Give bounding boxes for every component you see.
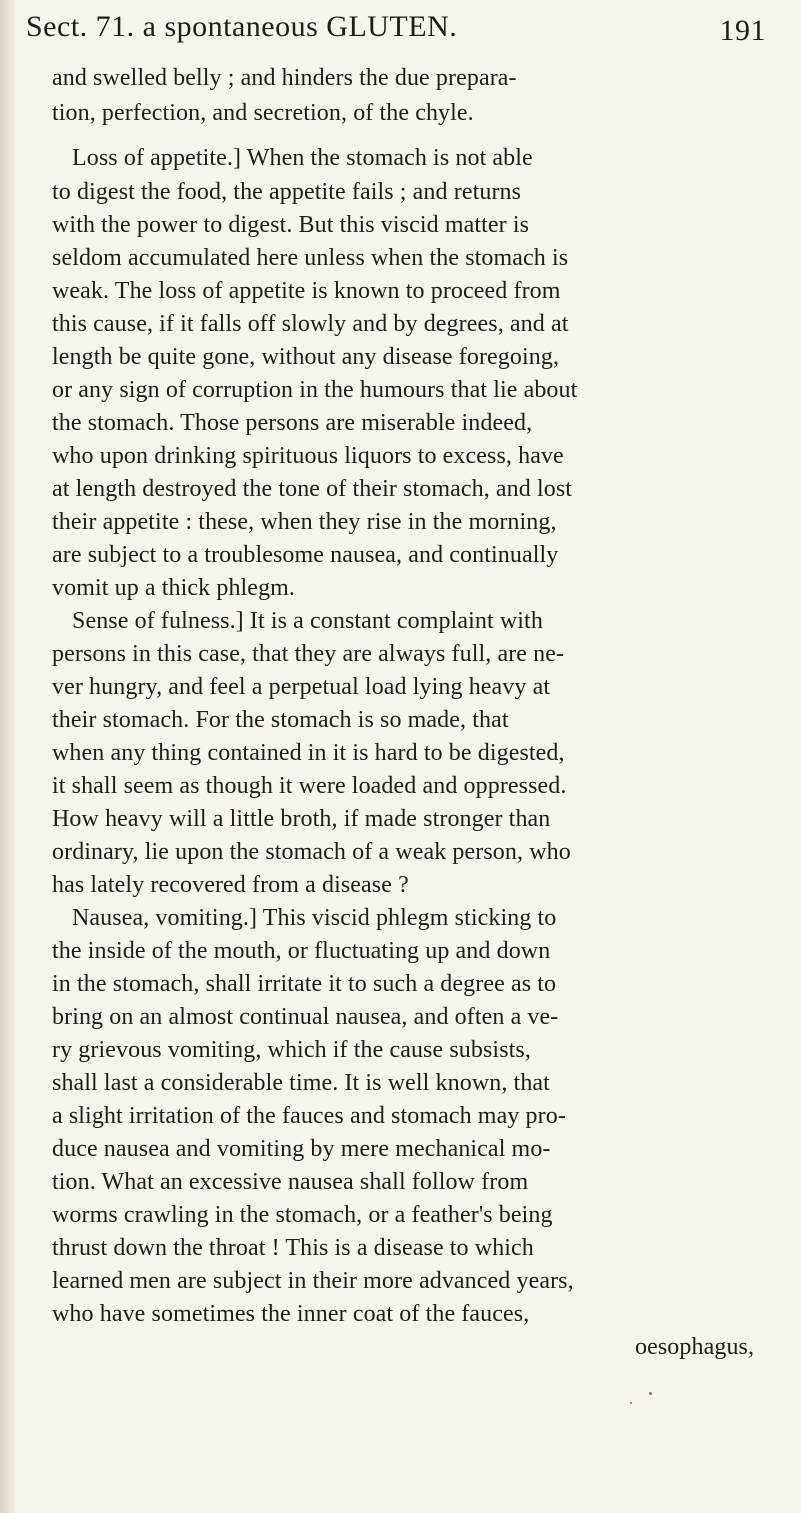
text-line: the stomach. Those persons are miserable indeed,	[52, 410, 533, 436]
text-line: ver hungry, and feel a perpetual load lying heavy at	[52, 674, 551, 700]
scan-speck	[630, 1402, 632, 1404]
text-line: tion. What an excessive nausea shall follow from	[52, 1169, 529, 1195]
text-line: length be quite gone, without any disease foregoing,	[52, 344, 560, 370]
paragraph-start-line: Loss of appetite.] When the stomach is not able	[72, 145, 533, 171]
text-line: worms crawling in the stomach, or a feather's being	[52, 1202, 553, 1228]
text-line: or any sign of corruption in the humours that lie about	[52, 377, 578, 403]
catchword-line: oesophagus,	[635, 1334, 755, 1360]
paragraph-start-line: Nausea, vomiting.] This viscid phlegm sticking to	[72, 905, 557, 931]
text-line: who upon drinking spirituous liquors to excess, have	[52, 443, 564, 469]
text-line: tion, perfection, and secretion, of the chyle.	[52, 100, 474, 126]
text-line: shall last a considerable time. It is well known, that	[52, 1070, 550, 1096]
text-line: ordinary, lie upon the stomach of a weak person, who	[52, 839, 571, 865]
page-gutter	[0, 0, 14, 1513]
text-line: when any thing contained in it is hard to be digested,	[52, 740, 565, 766]
running-head: Sect. 71. a spontaneous GLUTEN.	[26, 10, 458, 43]
page-number: 191	[719, 14, 766, 47]
text-line: who have sometimes the inner coat of the fauces,	[52, 1301, 530, 1327]
text-line: seldom accumulated here unless when the stomach is	[52, 245, 569, 271]
text-line: vomit up a thick phlegm.	[52, 575, 296, 601]
text-line: and swelled belly ; and hinders the due prepara-	[52, 65, 517, 91]
page-header	[26, 10, 766, 58]
text-line: in the stomach, shall irritate it to such a degree as to	[52, 971, 557, 997]
scan-speck	[649, 1392, 652, 1395]
text-line: How heavy will a little broth, if made stronger than	[52, 806, 551, 832]
text-line: with the power to digest. But this viscid matter is	[52, 212, 530, 238]
text-line: has lately recovered from a disease ?	[52, 872, 409, 898]
text-line: bring on an almost continual nausea, and often a ve-	[52, 1004, 559, 1030]
text-line: ry grievous vomiting, which if the cause subsists,	[52, 1037, 531, 1063]
text-line: this cause, if it falls off slowly and by degrees, and at	[52, 311, 569, 337]
text-line: weak. The loss of appetite is known to proceed from	[52, 278, 561, 304]
text-line: to digest the food, the appetite fails ; and returns	[52, 179, 522, 205]
paragraph-start-line: Sense of fulness.] It is a constant complaint with	[72, 608, 543, 634]
text-line: a slight irritation of the fauces and stomach may pro-	[52, 1103, 566, 1129]
text-line: thrust down the throat ! This is a disease to which	[52, 1235, 534, 1261]
text-line: their appetite : these, when they rise in the morning,	[52, 509, 557, 535]
text-line: duce nausea and vomiting by mere mechanical mo-	[52, 1136, 551, 1162]
text-line: are subject to a troublesome nausea, and continually	[52, 542, 559, 568]
text-line: learned men are subject in their more advanced years,	[52, 1268, 574, 1294]
text-line: the inside of the mouth, or fluctuating up and down	[52, 938, 551, 964]
text-line: persons in this case, that they are always full, are ne-	[52, 641, 565, 667]
text-line: at length destroyed the tone of their stomach, and lost	[52, 476, 573, 502]
text-line: their stomach. For the stomach is so made, that	[52, 707, 509, 733]
text-line: it shall seem as though it were loaded and oppressed.	[52, 773, 567, 799]
